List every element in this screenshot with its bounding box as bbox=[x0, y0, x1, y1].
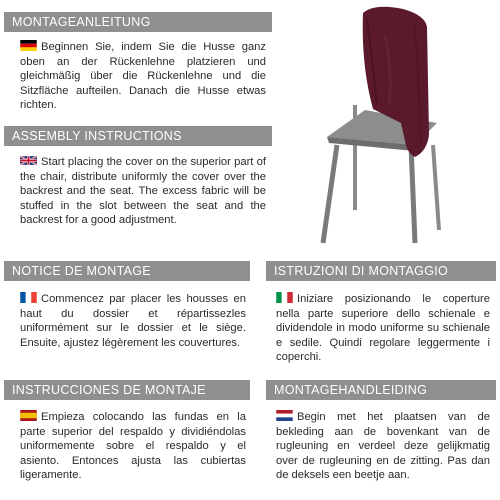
header-it: ISTRUZIONI DI MONTAGGIO bbox=[266, 261, 496, 281]
section-text-it bbox=[276, 292, 490, 365]
section-text-fr bbox=[20, 292, 246, 350]
germany-flag-icon bbox=[20, 40, 37, 51]
text-nl: Begin met het plaatsen van de bekleding aan de bovenkant van de rugleuning en verdeel deze gelijkmatig over de rugleuning en de zitting. Pas dan de deksels een beetje aan. bbox=[276, 411, 490, 482]
header-es: INSTRUCCIONES DE MONTAJE bbox=[4, 380, 250, 400]
netherlands-flag-icon bbox=[276, 410, 293, 421]
text-fr: Commencez par placer les housses en haut du dossier et répartissezles uniformément sur le dossier et le siège. Ensuite, ajustez légèrement les couvertures. bbox=[20, 293, 246, 349]
section-text-nl bbox=[276, 410, 490, 483]
text-en: Start placing the cover on the superior part of the chair, distribute uniformly the cover over the backrest and the seat. The excess fabric will be stuffed in the slot between the seat and the backrest for a good adjustment. bbox=[20, 156, 266, 227]
text-de: Beginnen Sie, indem Sie die Husse ganz oben an der Rückenlehne platzieren und gleichmäßig über die Rückenlehne und die Sitzfläche aufteilen. Danach die Husse etwas richten. bbox=[20, 41, 266, 112]
chair-back-leg-right bbox=[433, 145, 439, 230]
france-flag-icon bbox=[20, 292, 37, 303]
uk-flag-icon bbox=[20, 155, 37, 166]
spain-flag-icon bbox=[20, 410, 37, 421]
section-text-de bbox=[20, 40, 266, 113]
chair-front-leg-left bbox=[323, 145, 337, 243]
header-de: MONTAGEANLEITUNG bbox=[4, 12, 272, 32]
chair-illustration bbox=[315, 5, 455, 250]
text-it: Iniziare posizionando le coperture nella parte superiore dello schienale e dividendole in modo uniforme su schienale e sedile. Quindi regolare leggermente i coperchi. bbox=[276, 293, 490, 364]
chair-front-leg-right bbox=[411, 145, 415, 243]
header-en: ASSEMBLY INSTRUCTIONS bbox=[4, 126, 272, 146]
italy-flag-icon bbox=[276, 292, 293, 303]
header-nl: MONTAGEHANDLEIDING bbox=[266, 380, 496, 400]
header-fr: NOTICE DE MONTAGE bbox=[4, 261, 250, 281]
section-text-es bbox=[20, 410, 246, 483]
text-es: Empieza colocando las fundas en la parte superior del respaldo y dividiéndolas uniformemente sobre el respaldo y el asiento. Entonces ajusta las cubiertas ligeramente. bbox=[20, 411, 246, 482]
section-text-en bbox=[20, 155, 266, 228]
